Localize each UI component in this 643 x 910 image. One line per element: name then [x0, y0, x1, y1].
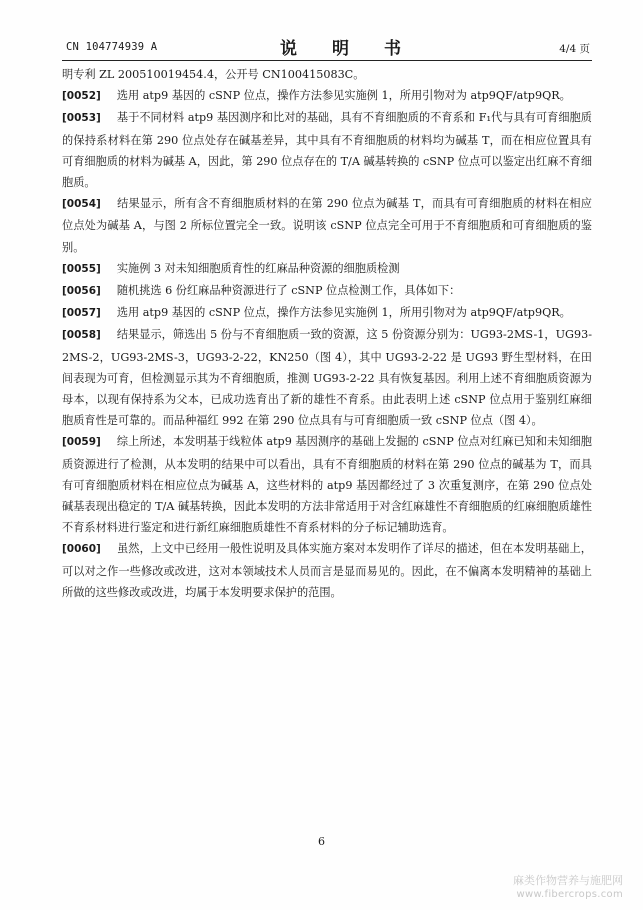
paragraph-0052 — [62, 85, 592, 107]
paragraph-text: 明专利 ZL 200510019454.4，公开号 CN100415083C。 — [62, 68, 365, 81]
page-number: 6 — [318, 835, 325, 848]
paragraph-text: 实施例 3 对未知细胞质育性的红麻品种资源的细胞质检测 — [116, 261, 400, 275]
paragraph-text: 随机挑选 6 份红麻品种资源进行了 cSNP 位点检测工作，具体如下： — [116, 284, 461, 298]
paragraph-number: [0052] — [62, 90, 101, 103]
paragraph-text: 结果显示，所有含不育细胞质材料的在第 290 位点为碱基 T，而具有可育细胞质的材料在相应位点处为碱基 A，与图 2 所标位置完全一致。说明该 cSNP 位点完全可用于不育细胞质和可育细胞质的鉴别。 — [62, 197, 592, 254]
header-divider — [62, 60, 592, 61]
paragraph-number: [0055] — [62, 262, 101, 275]
site-watermark — [513, 874, 623, 902]
paragraph-number: [0060] — [62, 543, 101, 556]
paragraph-number: [0054] — [62, 198, 101, 211]
paragraph-0053 — [62, 107, 592, 193]
paragraph-0054 — [62, 193, 592, 258]
paragraph-text: 虽然，上文中已经用一般性说明及具体实施方案对本发明作了详尽的描述，但在本发明基础上，可以对之作一些修改或改进，这对本领域技术人员而言是显而易见的。因此，在不偏离本发明精神的基础上所做的这些修改或改进，均属于本发明要求保护的范围。 — [62, 542, 592, 599]
paragraph-number: [0059] — [62, 436, 101, 449]
paragraph-0057 — [62, 302, 592, 324]
paragraph-continuation — [62, 64, 592, 85]
publication-number: CN 104774939 A — [66, 41, 158, 53]
paragraph-number: [0053] — [62, 112, 101, 125]
document-body — [62, 64, 592, 603]
paragraph-text: 选用 atp9 基因的 cSNP 位点，操作方法参见实施例 1，所用引物对为 atp9QF/atp9QR。 — [116, 306, 571, 320]
paragraph-0060 — [62, 538, 592, 603]
paragraph-number: [0056] — [62, 285, 101, 298]
document-title: 说 明 书 — [280, 39, 410, 59]
paragraph-number: [0058] — [62, 329, 101, 342]
page-header — [66, 34, 590, 59]
paragraph-text: 基于不同材料 atp9 基因测序和比对的基础，具有不育细胞质的不育系和 F₁代与具有可育细胞质的保持系材料在第 290 位点处存在碱基差异，其中具有不育细胞质的材料均为碱基 T，而在相应位置具有可育细胞质的材料为碱基 A，因此，第 290 位点存在的 T/A 碱基转换的 cSNP 位点可以鉴定出红麻不育细胞质。 — [62, 111, 593, 190]
paragraph-0058 — [62, 324, 592, 431]
paragraph-text: 综上所述，本发明基于线粒体 atp9 基因测序的基础上发掘的 cSNP 位点对红麻已知和未知细胞质资源进行了检测，从本发明的结果中可以看出，具有不育细胞质的材料在第 290 位点的碱基为 T，而具有可育细胞质材料在相应位点为碱基 A，这些材料的 atp9 基因都经过了 3 次重复测序，在第 290 位点处碱基表现出稳定的 T/A 碱基转换，因此本发明的方法非常适用于对含红麻雄性不育细胞质的红麻细胞质雄性不育系材料进行鉴定和进行新红麻细胞质雄性不育系材料的分子标记辅助选育。 — [62, 435, 592, 535]
watermark-site-name: 麻类作物营养与施肥网 — [513, 874, 623, 887]
paragraph-0055 — [62, 258, 592, 280]
paragraph-text: 结果显示，筛选出 5 份与不育细胞质一致的资源，这 5 份资源分别为：UG93-2MS-1，UG93-2MS-2，UG93-2MS-3，UG93-2-22，KN250（图 4），其中 UG93-2-22 是 UG93 野生型材料，在田间表现为可育，但检测显示其为不育细胞质，推测 UG93-2-22 具有恢复基因。利用上述不育细胞质资源为母本，以现有保持系为父本，已成功选育出了新的雄性不育系。由此表明上述 cSNP 位点用于鉴别红麻细胞质育性是可靠的。而品种福红 992 在第 290 位点具有与可育细胞质一致 cSNP 位点（图 4）。 — [62, 328, 592, 428]
watermark-url: www.fibercrops.com — [516, 889, 623, 900]
paragraph-0059 — [62, 431, 592, 538]
paragraph-0056 — [62, 280, 592, 302]
paragraph-number: [0057] — [62, 307, 101, 320]
page-count: 4/4 页 — [559, 43, 590, 55]
paragraph-text: 选用 atp9 基因的 cSNP 位点，操作方法参见实施例 1，所用引物对为 atp9QF/atp9QR。 — [116, 89, 571, 103]
